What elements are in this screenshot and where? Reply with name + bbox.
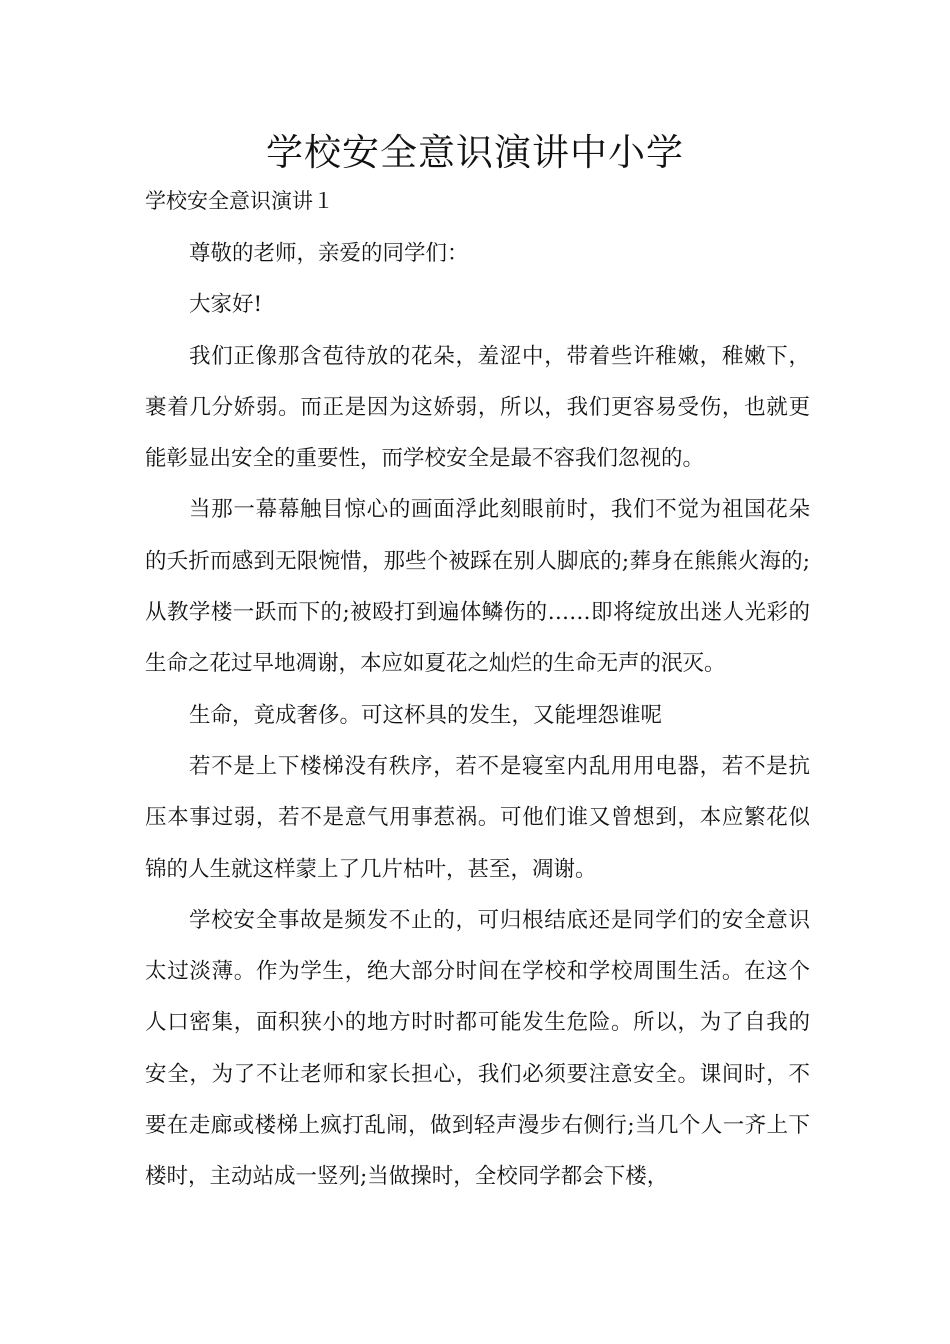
paragraph-greeting: 大家好! — [189, 292, 263, 318]
paragraph-salutation: 尊敬的老师，亲爱的同学们： — [189, 241, 469, 266]
paragraph: 生命，竟成奢侈。可这杯具的发生，又能埋怨谁呢 — [189, 702, 663, 728]
paragraph: 学校安全事故是频发不止的，可归根结底还是同学们的安全意识太过淡薄。作为学生，绝大部分时间在学校和学校周围生活。在这个人口密集，面积狭小的地方时时都可能发生危险。所以，为了自我的安全，为了不让老师和家长担心，我们必须要注意安全。课间时，不要在走廊或楼梯上疯打乱闹，做到轻声漫步右侧行;当几个人一齐上下楼时，主动站成一竖列;当做操时，全校同学都会下楼， — [145, 907, 810, 1190]
paragraph: 若不是上下楼梯没有秩序，若不是寝室内乱用用电器，若不是抗压本事过弱，若不是意气用事惹祸。可他们谁又曾想到，本应繁花似锦的人生就这样蒙上了几片枯叶，甚至，凋谢。 — [145, 753, 810, 882]
document-body — [145, 228, 810, 1203]
section-heading: 学校安全意识演讲１ — [145, 189, 334, 213]
paragraph: 我们正像那含苞待放的花朵，羞涩中，带着些许稚嫩，稚嫩下，裹着几分娇弱。而正是因为这娇弱，所以，我们更容易受伤，也就更能彰显出安全的重要性，而学校安全是最不容我们忽视的。 — [145, 343, 810, 472]
paragraph: 当那一幕幕触目惊心的画面浮此刻眼前时，我们不觉为祖国花朵的夭折而感到无限惋惜，那些个被踩在别人脚底的;葬身在熊熊火海的;从教学楼一跃而下的;被殴打到遍体鳞伤的……即将绽放出迷人光彩的生命之花过早地凋谢，本应如夏花之灿烂的生命无声的泯灭。 — [145, 497, 810, 677]
document-title: 学校安全意识演讲中小学 — [266, 131, 684, 174]
